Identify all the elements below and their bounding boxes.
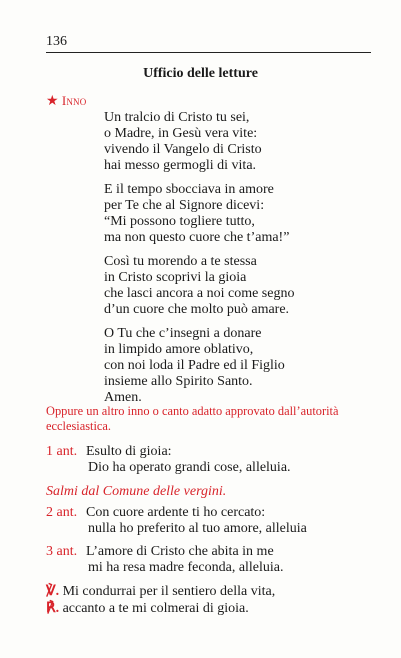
- versicle-icon: ℣.: [46, 584, 60, 599]
- hymn-line: vivendo il Vangelo di Cristo: [104, 142, 262, 157]
- header-rule: [46, 52, 371, 53]
- versicle-text: Mi condurrai per il sentiero della vita,: [62, 584, 276, 599]
- hymn-line: “Mi possono togliere tutto,: [104, 214, 255, 229]
- antiphon-1: [46, 444, 291, 476]
- hymn-line: con noi loda il Padre ed il Figlio: [104, 358, 285, 373]
- antiphon-text: Con cuore ardente ti ho cercato:: [86, 505, 266, 520]
- hymn-line: per Te che al Signore dicevi:: [104, 198, 265, 213]
- page-number: 136: [46, 34, 67, 49]
- hymn-line: hai messo germogli di vita.: [104, 158, 257, 173]
- antiphon-text: Esulto di gioia:: [86, 444, 172, 459]
- antiphon-text: L’amore di Cristo che abita in me: [86, 544, 274, 559]
- response: [46, 600, 249, 617]
- star-icon: ★: [46, 94, 59, 109]
- hymn-line: in limpido amore oblativo,: [104, 342, 254, 357]
- response-icon: ℟.: [46, 601, 60, 616]
- hymn-line: Un tralcio di Cristo tu sei,: [104, 110, 250, 125]
- hymn-line: in Cristo scoprivi la gioia: [104, 270, 247, 285]
- rubric: Oppure un altro inno o canto adatto approvato dall’autorità ecclesiastica.: [46, 404, 339, 433]
- hymn-stanza: [104, 110, 374, 174]
- hymn-line: che lasci ancora a noi come segno: [104, 286, 295, 301]
- hymn-line: d’un cuore che molto può amare.: [104, 302, 290, 317]
- hymn-stanza: [104, 182, 374, 246]
- antiphon-text: Dio ha operato grandi cose, alleluia.: [88, 460, 291, 475]
- hymn-line: insieme allo Spirito Santo.: [104, 374, 253, 389]
- hymn-line: ma non questo cuore che t’ama!”: [104, 230, 290, 245]
- versicle: [46, 583, 275, 600]
- hymn-stanza: [104, 326, 374, 406]
- antiphon-text: mi ha resa madre feconda, alleluia.: [88, 560, 284, 575]
- psalms-rubric: Salmi dal Comune delle vergini.: [46, 484, 227, 499]
- antiphon-text: nulla ho preferito al tuo amore, alleluia: [88, 521, 307, 536]
- section-title: Ufficio delle letture: [143, 66, 258, 81]
- hymn-stanza: [104, 254, 374, 318]
- hymn-line: o Madre, in Gesù vera vite:: [104, 126, 258, 141]
- antiphon-label: 1 ant.: [46, 444, 78, 459]
- antiphon-label: 2 ant.: [46, 505, 78, 520]
- antiphon-2: [46, 505, 307, 537]
- hymn: [104, 110, 374, 414]
- hymn-amen: Amen.: [104, 390, 142, 405]
- antiphon-label: 3 ant.: [46, 544, 78, 559]
- inno-label: Inno: [61, 93, 87, 108]
- hymn-line: Così tu morendo a te stessa: [104, 254, 257, 269]
- antiphon-3: [46, 544, 284, 576]
- hymn-line: O Tu che c’insegni a donare: [104, 326, 262, 341]
- inno-heading: [46, 93, 86, 110]
- response-text: accanto a te mi colmerai di gioia.: [62, 601, 249, 616]
- hymn-line: E il tempo sbocciava in amore: [104, 182, 274, 197]
